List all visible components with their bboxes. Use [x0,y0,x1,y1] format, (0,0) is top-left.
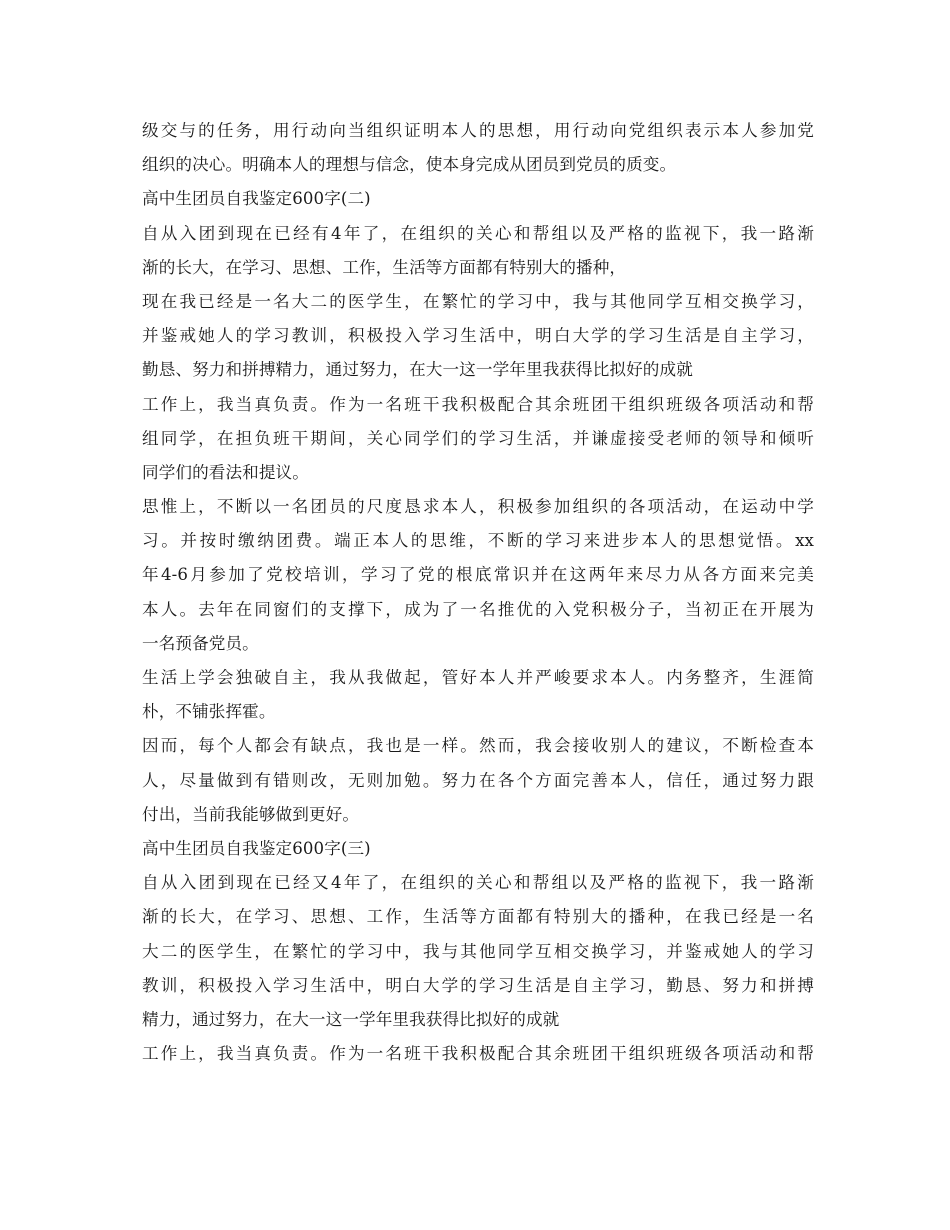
text-line: 自从入团到现在已经又4年了，在组织的关心和帮组以及严格的监视下，我一路渐 [142,873,814,893]
text-line: 习。并按时缴纳团费。端正本人的思维，不断的学习来进步本人的思想觉悟。xx [142,531,814,551]
text-line: 组同学，在担负班干期间，关心同学们的学习生活，并谦虚接受老师的领导和倾听 [142,428,814,448]
text-line: 精力，通过努力，在大一这一学年里我获得比拟好的成就 [142,1009,560,1029]
section-heading: 高中生团员自我鉴定600字(二) [142,189,371,209]
text-line: 渐的长大，在学习、思想、工作，生活等方面都有特别大的播种，在我已经是一名 [142,907,814,927]
text-line: 工作上，我当真负责。作为一名班干我积极配合其余班团干组织班级各项活动和帮 [142,1044,814,1064]
text-line: 一名预备党员。 [142,633,259,653]
text-line: 自从入团到现在已经有4年了，在组织的关心和帮组以及严格的监视下，我一路渐 [142,223,814,243]
text-line: 同学们的看法和提议。 [142,462,309,482]
text-line: 现在我已经是一名大二的医学生，在繁忙的学习中，我与其他同学互相交换学习， [142,291,814,311]
text-line: 勤恳、努力和拼搏精力，通过努力，在大一这一学年里我获得比拟好的成就 [142,360,693,380]
text-line: 思惟上，不断以一名团员的尺度恳求本人，积极参加组织的各项活动，在运动中学 [142,497,814,517]
document-body [142,114,814,1071]
text-line: 教训，积极投入学习生活中，明白大学的学习生活是自主学习，勤恳、努力和拼搏 [142,975,814,995]
text-line: 渐的长大，在学习、思想、工作，生活等方面都有特别大的播种， [142,257,627,277]
text-line: 朴，不铺张挥霍。 [142,702,276,722]
text-line: 人，尽量做到有错则改，无则加勉。努力在各个方面完善本人，信任，通过努力跟 [142,770,814,790]
text-line: 级交与的任务，用行动向当组织证明本人的思想，用行动向党组织表示本人参加党 [142,121,814,140]
text-line: 大二的医学生，在繁忙的学习中，我与其他同学互相交换学习，并鉴戒她人的学习 [142,941,814,961]
text-line: 本人。去年在同窗们的支撑下，成为了一名推优的入党积极分子，当初正在开展为 [142,599,814,619]
text-line: 生活上学会独破自主，我从我做起，管好本人并严峻要求本人。内务整齐，生涯简 [142,668,814,687]
text-line: 工作上，我当真负责。作为一名班干我积极配合其余班团干组织班级各项活动和帮 [142,394,814,414]
text-line: 年4-6月参加了党校培训，学习了党的根底常识并在这两年来尽力从各方面来完美 [142,565,814,585]
section-heading: 高中生团员自我鉴定600字(三) [142,838,371,858]
text-line: 付出，当前我能够做到更好。 [142,804,360,824]
text-line: 因而，每个人都会有缺点，我也是一样。然而，我会接收别人的建议，不断检查本 [142,736,814,756]
text-line: 组织的决心。明确本人的理想与信念，使本身完成从团员到党员的质变。 [142,155,677,175]
text-line: 并鉴戒她人的学习教训，积极投入学习生活中，明白大学的学习生活是自主学习， [142,326,814,346]
